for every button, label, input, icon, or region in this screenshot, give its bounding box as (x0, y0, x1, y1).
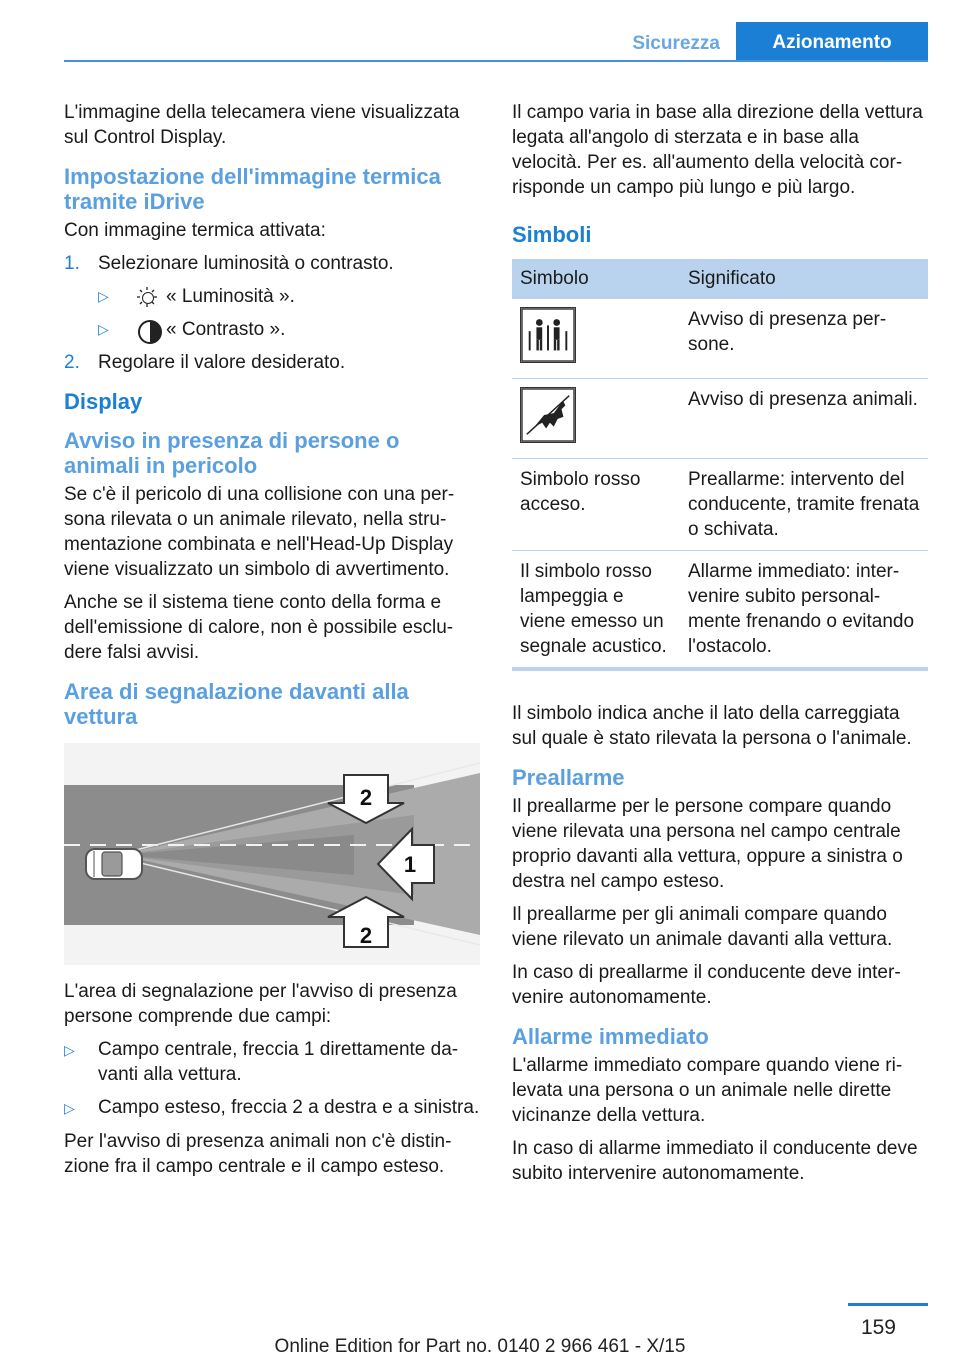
arrow-label: 2 (359, 923, 373, 948)
paragraph: Il campo varia in base alla direzione della vettura legata all'angolo di sterzata e in base alla velocità. Per es. all'aumento della velocità corrisponde un campo più lungo e più largo. (512, 102, 923, 198)
heading-immediate-alarm: Allarme immediato (512, 1024, 709, 1049)
meaning-cell: Avviso di presenza animali. (680, 379, 928, 459)
heading-prealarm: Preallarme (512, 765, 625, 790)
edition-footer: Online Edition for Part no. 0140 2 966 461 - X/15 (274, 1336, 686, 1357)
step-number: 1. (64, 253, 80, 274)
symbol-cell (512, 379, 680, 459)
table-row (512, 551, 928, 670)
table-row (512, 299, 928, 379)
paragraph: Anche se il sistema tiene conto della forma e dell'emissione di calore, non è possibile escludere falsi avvisi. (64, 592, 454, 663)
bullet-item (64, 1037, 480, 1087)
column-header: Significato (688, 268, 776, 289)
page-header (0, 0, 960, 64)
heading-warning: Avviso in presenza di persone o animali in pericolo (64, 428, 400, 478)
sub-step-brightness (98, 284, 480, 309)
table-row (512, 459, 928, 551)
paragraph: Il preallarme per gli animali compare quando viene rilevato un animale davanti alla vettura. (512, 904, 893, 950)
heading-warning-area: Area di segnalazione davanti alla vettura (64, 679, 409, 729)
meaning-cell: Allarme immediato: intervenire subito personalmente frenando o evitando l'ostacolo. (680, 551, 928, 670)
table-header-row (512, 259, 928, 299)
paragraph: In caso di allarme immediato il conducente deve subito intervenire autonomamente. (512, 1138, 918, 1184)
arrow-label: 2 (359, 785, 373, 810)
paragraph: In caso di preallarme il conducente deve intervenire autonomamente. (512, 962, 901, 1008)
paragraph: Con immagine termica attivata: (64, 220, 326, 241)
step-text: Selezionare luminosità o contrasto. (98, 253, 394, 274)
deer-icon (520, 387, 576, 443)
heading-display: Display (64, 389, 143, 414)
warning-area-figure (64, 743, 480, 965)
road-diagram (64, 743, 480, 965)
triangle-bullet-icon: ▷ (98, 288, 109, 304)
paragraph: Per l'avviso di presenza animali non c'è distinzione fra il campo centrale e il campo esteso. (64, 1131, 452, 1177)
column-header: Simbolo (520, 268, 589, 289)
meaning-cell: Preallarme: intervento del conducente, tramite frenata o schivata. (680, 459, 928, 551)
paragraph: Il preallarme per le persone compare quando viene rilevata una persona nel campo centrale proprio davanti alla vettura, oppure a sinistra o destra nel campo esteso. (512, 796, 903, 892)
paragraph: Il simbolo indica anche il lato della carreggiata sul quale è stato rilevata la persona o l'animale. (512, 703, 912, 749)
symbol-cell: Il simbolo rosso lampeggia e viene emesso un segnale acustico. (512, 551, 680, 670)
symbol-cell: Simbolo rosso acceso. (512, 459, 680, 551)
sub-step-text: « Contrasto ». (166, 319, 286, 340)
step-text: Regolare il valore desiderato. (98, 352, 346, 373)
sub-step-contrast (98, 317, 480, 342)
triangle-bullet-icon: ▷ (64, 1100, 75, 1116)
car-icon (86, 849, 142, 879)
symbol-cell (512, 299, 680, 379)
header-rule (64, 60, 928, 62)
sub-step-text: « Luminosità ». (166, 286, 295, 307)
meaning-cell: Avviso di presenza persone. (680, 299, 928, 379)
table-row (512, 379, 928, 459)
paragraph: L'allarme immediato compare quando viene rilevata una persona o un animale nelle dirette vicinanze della vettura. (512, 1055, 903, 1126)
step-1 (64, 251, 480, 276)
page-number: 159 (860, 1316, 896, 1339)
right-column (512, 100, 928, 1194)
bullet-text: Campo esteso, freccia 2 a destra e a sinistra. (98, 1097, 480, 1118)
footer-rule (848, 1303, 928, 1306)
paragraph: L'immagine della telecamera viene visualizzata sul Control Display. (64, 102, 460, 148)
chapter-tab[interactable]: Azionamento (736, 22, 928, 62)
brightness-icon (132, 286, 162, 308)
heading-thermal-image: Impostazione dell'immagine termica tramite iDrive (64, 164, 441, 214)
left-column (64, 100, 480, 1187)
bullet-item (64, 1095, 480, 1121)
triangle-bullet-icon: ▷ (64, 1042, 75, 1058)
bullet-text: Campo centrale, freccia 1 direttamente davanti alla vettura. (98, 1039, 459, 1085)
step-2 (64, 350, 480, 375)
heading-symbols: Simboli (512, 222, 592, 247)
paragraph: L'area di segnalazione per l'avviso di presenza persone comprende due campi: (64, 981, 457, 1027)
triangle-bullet-icon: ▷ (98, 321, 109, 337)
paragraph: Se c'è il pericolo di una collisione con una persona rilevata o un animale rilevato, nella strumentazione combinata e nell'Head-Up Display viene visualizzato un simbolo di avvertimento. (64, 484, 455, 580)
arrow-label: 1 (403, 852, 417, 877)
pedestrians-icon (520, 307, 576, 363)
contrast-icon (132, 319, 162, 341)
section-tab[interactable]: Sicurezza (632, 33, 720, 54)
step-number: 2. (64, 352, 80, 373)
symbols-table (512, 259, 928, 671)
